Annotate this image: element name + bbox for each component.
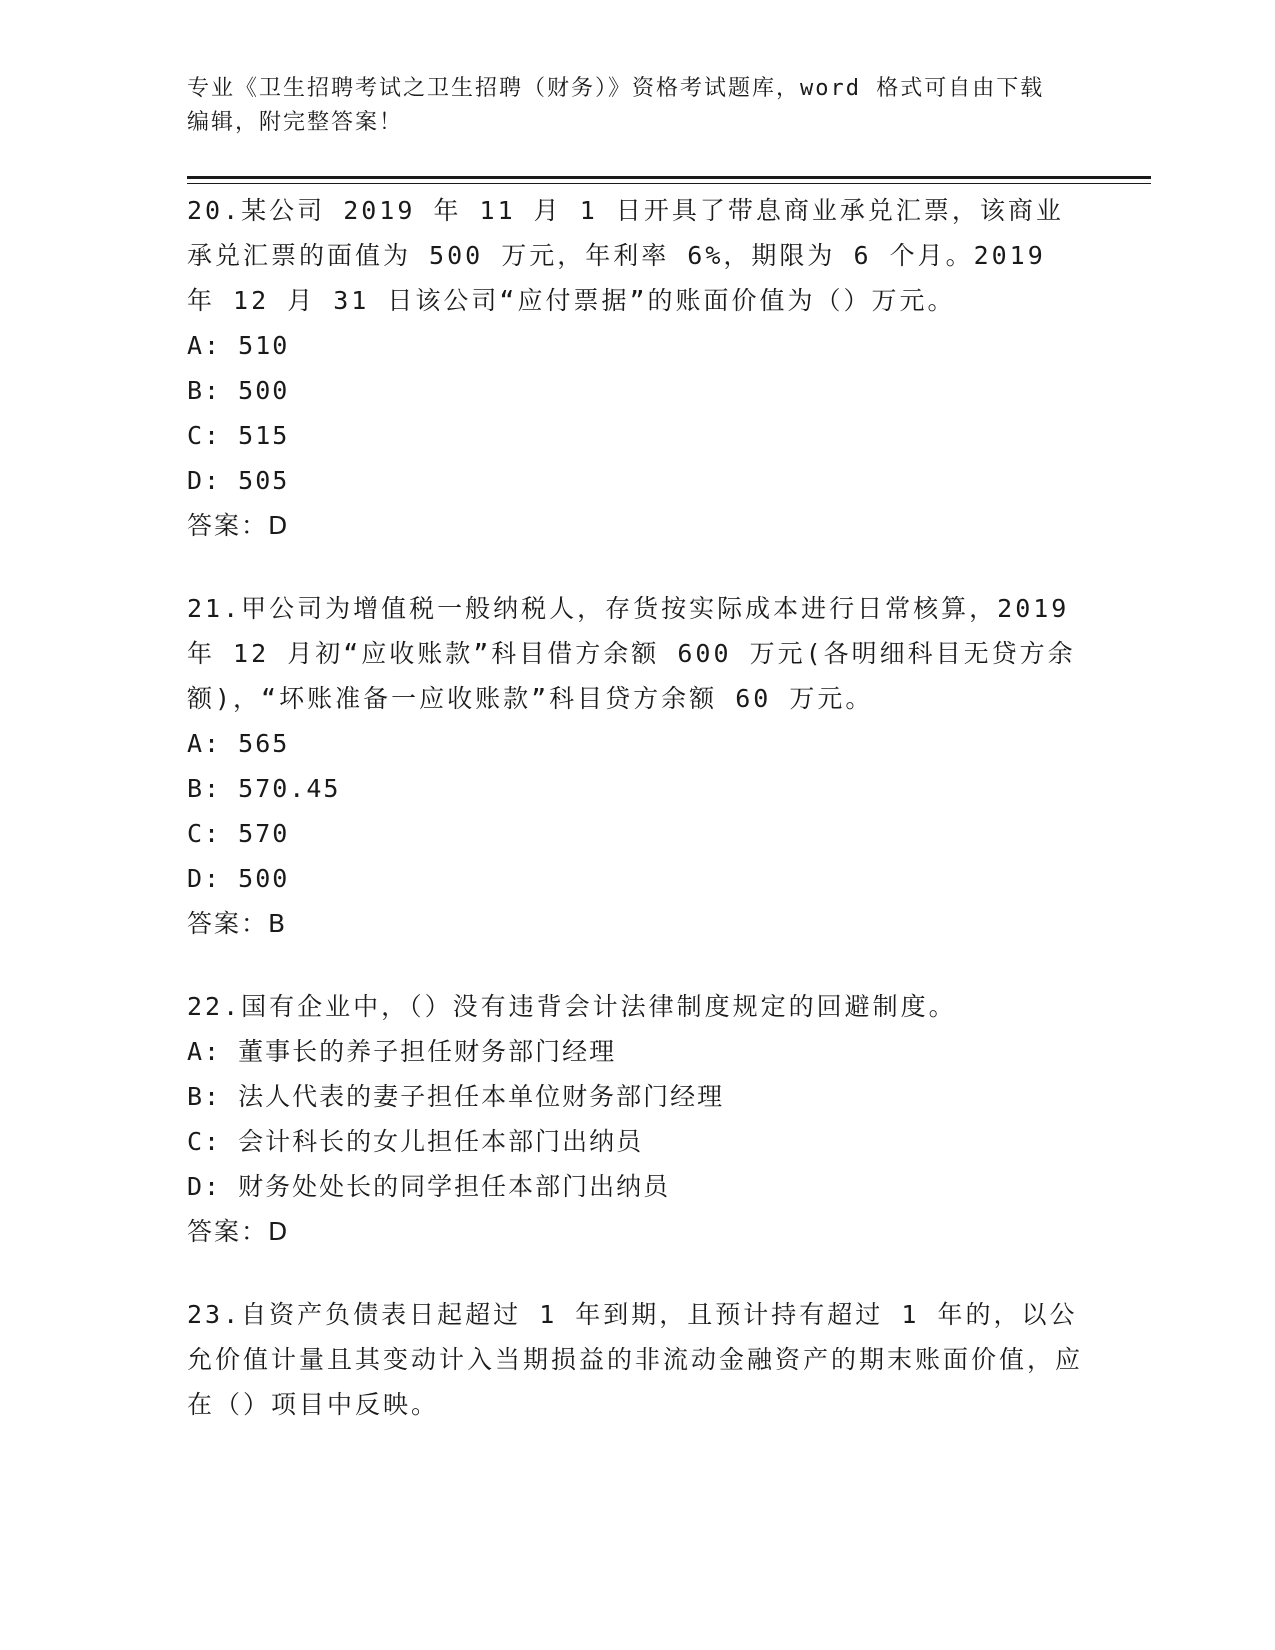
option-b: B: 法人代表的妻子担任本单位财务部门经理 bbox=[187, 1082, 725, 1111]
question-stem: 21.甲公司为增值税一般纳税人，存货按实际成本进行日常核算，2019 年 12 月初“应收账款”科目借方余额 600 万元(各明细科目无贷方余额)，“坏账准备一应收账款”科目贷方余额 60 万元。 bbox=[187, 594, 1076, 713]
header-rule-thick bbox=[187, 176, 1151, 179]
answer-line: 答案：D bbox=[187, 1217, 290, 1246]
option-c: C: 570 bbox=[187, 819, 290, 848]
option-d: D: 财务处处长的同学担任本部门出纳员 bbox=[187, 1172, 671, 1201]
option-b: B: 570.45 bbox=[187, 774, 341, 803]
answer-line: 答案：B bbox=[187, 909, 288, 938]
option-c: C: 515 bbox=[187, 421, 290, 450]
question-23 bbox=[187, 1292, 1087, 1427]
option-d: D: 500 bbox=[187, 864, 290, 893]
option-d: D: 505 bbox=[187, 466, 290, 495]
option-b: B: 500 bbox=[187, 376, 290, 405]
option-a: A: 董事长的养子担任财务部门经理 bbox=[187, 1037, 617, 1066]
question-stem: 23.自资产负债表日起超过 1 年到期，且预计持有超过 1 年的，以公允价值计量且其变动计入当期损益的非流动金融资产的期末账面价值，应在（）项目中反映。 bbox=[187, 1300, 1084, 1419]
question-stem: 20.某公司 2019 年 11 月 1 日开具了带息商业承兑汇票，该商业承兑汇票的面值为 500 万元，年利率 6%，期限为 6 个月。2019 年 12 月 31 日该公司“应付票据”的账面价值为（）万元。 bbox=[187, 196, 1064, 315]
option-a: A: 565 bbox=[187, 729, 290, 758]
question-20 bbox=[187, 188, 1087, 548]
header-rule-thin bbox=[187, 183, 1151, 184]
option-a: A: 510 bbox=[187, 331, 290, 360]
answer-line: 答案：D bbox=[187, 511, 290, 540]
question-list bbox=[187, 188, 1087, 1465]
document-header: 专业《卫生招聘考试之卫生招聘（财务）》资格考试题库，word 格式可自由下载编辑，附完整答案！ bbox=[187, 76, 1045, 135]
question-21 bbox=[187, 586, 1087, 946]
question-22 bbox=[187, 984, 1087, 1254]
option-c: C: 会计科长的女儿担任本部门出纳员 bbox=[187, 1127, 644, 1156]
question-stem: 22.国有企业中，（）没有违背会计法律制度规定的回避制度。 bbox=[187, 992, 957, 1021]
